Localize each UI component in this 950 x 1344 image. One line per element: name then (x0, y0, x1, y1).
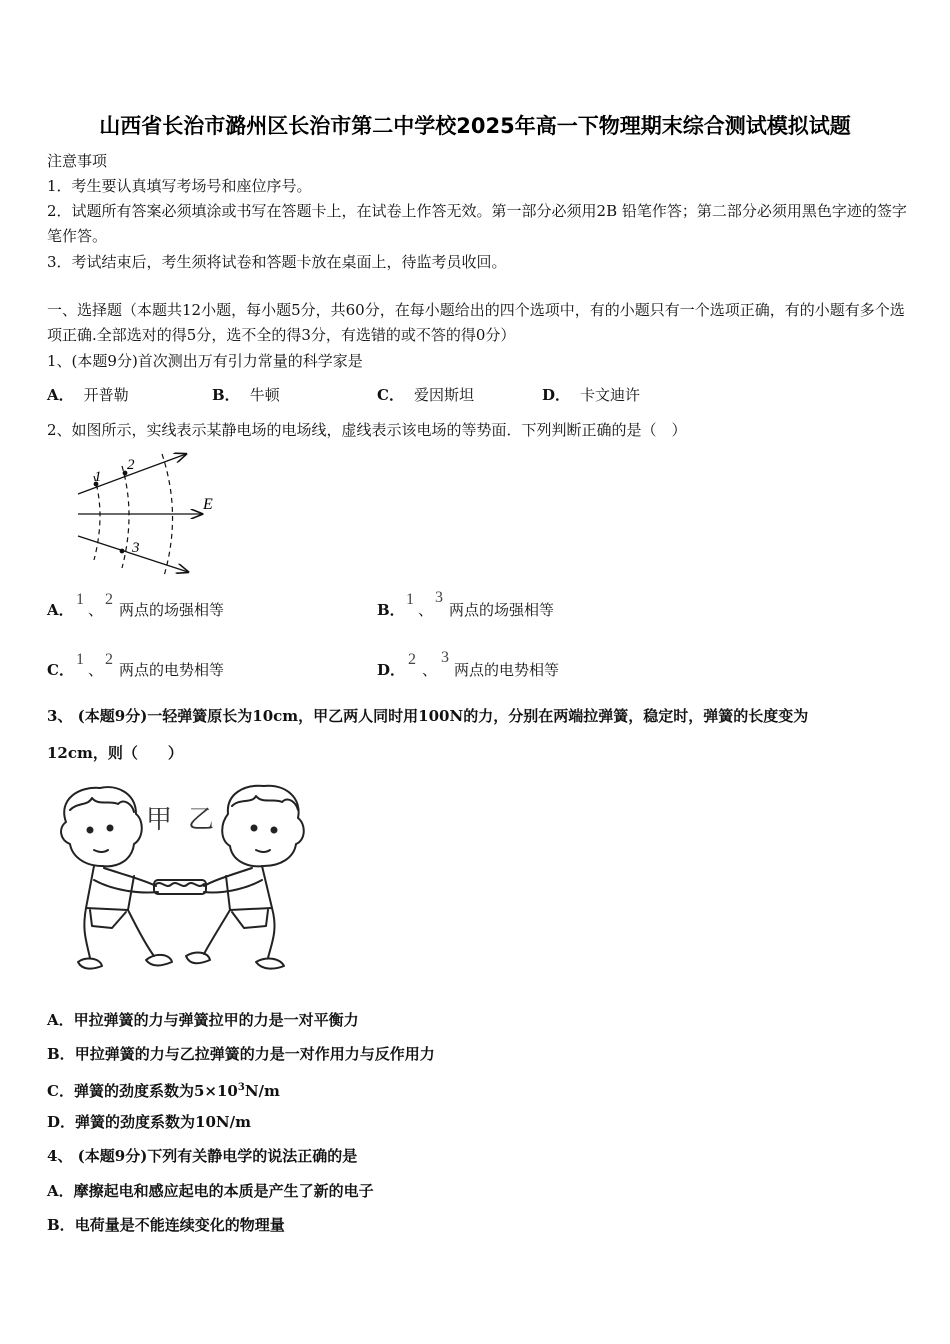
q2-stem: 2、如图所示，实线表示某静电场的电场线，虚线表示该电场的等势面．下列判断正确的是（ ） (47, 421, 687, 439)
notice-item-1: 1．考生要认真填写考场号和座位序号。 (47, 177, 312, 195)
q4-stem: 4、 (本题9分)下列有关静电学的说法正确的是 (47, 1147, 358, 1165)
q3-stem-line-1: 3、 (本题9分)一轻弹簧原长为10cm，甲乙两人同时用100N的力，分别在两端拉弹簧，稳定时，弹簧的长度变为 (47, 707, 809, 725)
q2-option-c: C． 1 、 2 两点的电势相等 (47, 651, 225, 679)
q1-option-a: A． 开普勒 (47, 386, 129, 404)
page-title: 山西省长治市潞州区长治市第二中学校2025年高一下物理期末综合测试模拟试题 (99, 114, 851, 138)
label-3: 3 (132, 540, 140, 556)
q3-option-c: C．弹簧的劲度系数为$5\times 10^3N/m$ (47, 1082, 280, 1100)
label-2: 2 (127, 457, 135, 473)
point-3 (120, 549, 125, 554)
spring-pull-figure (48, 780, 318, 985)
electric-field-figure (70, 448, 230, 580)
q1-option-c: C． 爱因斯坦 (377, 386, 474, 404)
q4-option-b: B．电荷量是不能连续变化的物理量 (47, 1216, 285, 1234)
label-jia: 甲 (146, 805, 173, 834)
notice-item-2: 2．试题所有答案必须填涂或书写在答题卡上，在试卷上作答无效。第一部分必须用2B 铅笔作答；第二部分必须用黑色字迹的签字笔作答。 (47, 202, 907, 245)
notice-item-3: 3．考试结束后，考生须将试卷和答题卡放在桌面上，待监考员收回。 (47, 253, 507, 271)
equipotential-1 (94, 476, 100, 560)
label-field-e: E (203, 496, 213, 513)
label-yi: 乙 (188, 805, 215, 834)
q4-option-a: A．摩擦起电和感应起电的本质是产生了新的电子 (47, 1182, 374, 1200)
q3-stem-line-2: 12cm，则（ ） (47, 744, 183, 762)
section-intro: 一、选择题（本题共12小题，每小题5分，共60分，在每小题给出的四个选项中，有的小题只有一个选项正确，有的小题有多个选项正确.全部选对的得5分，选不全的得3分，有选错的或不答的得0分） (47, 301, 905, 344)
q3-option-d: D．弹簧的劲度系数为10N/m (47, 1113, 251, 1131)
q3-option-b: B．甲拉弹簧的力与乙拉弹簧的力是一对作用力与反作用力 (47, 1045, 435, 1063)
q1-option-b: B． 牛顿 (212, 386, 280, 404)
equipotential-3 (162, 454, 173, 576)
q3-option-a: A．甲拉弹簧的力与弹簧拉甲的力是一对平衡力 (47, 1011, 359, 1029)
notice-heading: 注意事项 (47, 152, 108, 170)
q2-option-a: A． 1 、 2 两点的场强相等 (47, 591, 225, 619)
q1-option-d: D． 卡文迪许 (542, 386, 641, 404)
q2-option-d: D． 2 、 3 两点的电势相等 (377, 649, 560, 679)
q1-stem: 1、(本题9分)首次测出万有引力常量的科学家是 (47, 352, 363, 370)
q2-option-b: B． 1 、 3 两点的场强相等 (377, 589, 555, 619)
label-1: 1 (94, 469, 102, 485)
